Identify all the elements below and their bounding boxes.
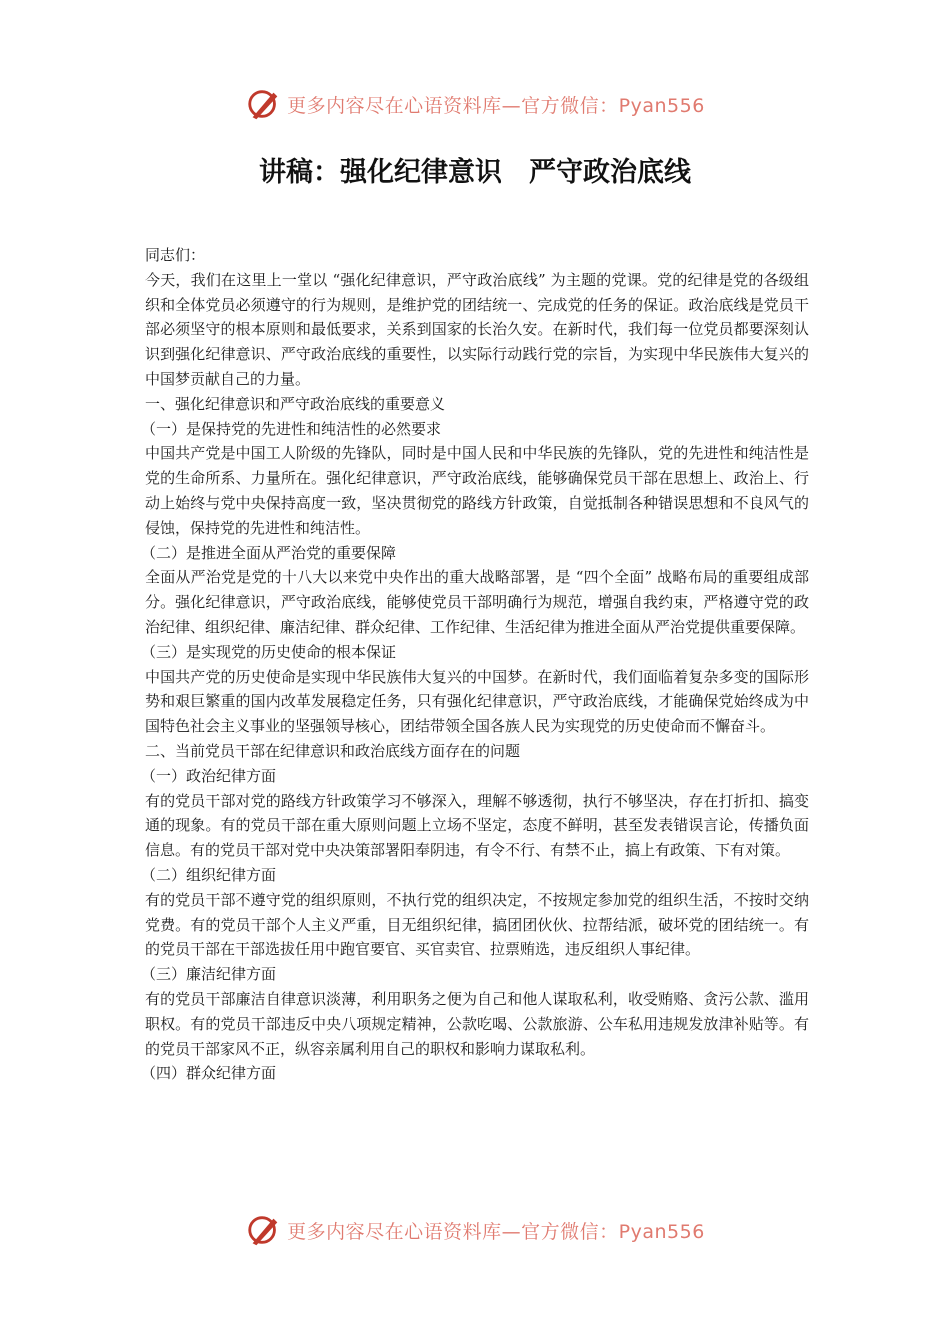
pen-logo-icon bbox=[245, 85, 283, 123]
subsection-heading: （二）组织纪律方面 bbox=[141, 865, 277, 884]
paragraph: 同志们： bbox=[145, 246, 206, 264]
subsection-heading: （二）是推进全面从严治党的重要保障 bbox=[141, 543, 397, 562]
section-heading: 一、强化纪律意识和严守政治底线的重要意义 bbox=[145, 394, 446, 413]
subsection-heading: （一）政治纪律方面 bbox=[141, 766, 277, 785]
footer-banner bbox=[0, 1210, 950, 1250]
paragraph: 今天，我们在这里上一堂以 “强化纪律意识，严守政治底线” 为主题的党课。党的纪律是党的各级组织和全体党员必须遵守的行为规则，是维护党的团结统一、完成党的任务的保证。政治底线是党员干部必须坚守的根本原则和最低要求，关系到国家的长治久安。在新时代，我们每一位党员都要深刻认识到强化纪律意识、严守政治底线的重要性，以实际行动践行党的宗旨，为实现中华民族伟大复兴的中国梦贡献自己的力量。 bbox=[145, 270, 809, 388]
section-heading: 二、当前党员干部在纪律意识和政治底线方面存在的问题 bbox=[145, 741, 521, 760]
paragraph: 有的党员干部廉洁自律意识淡薄，利用职务之便为自己和他人谋取私利，收受贿赂、贪污公款、滥用职权。有的党员干部违反中央八项规定精神，公款吃喝、公款旅游、公车私用违规发放津补贴等。有的党员干部家风不正，纵容亲属利用自己的职权和影响力谋取私利。 bbox=[145, 989, 809, 1058]
paragraph: 全面从严治党是党的十八大以来党中央作出的重大战略部署，是 “四个全面” 战略布局的重要组成部分。强化纪律意识，严守政治底线，能够使党员干部明确行为规范，增强自我约束，严格遵守党的政治纪律、组织纪律、廉洁纪律、群众纪律、工作纪律、生活纪律为推进全面从严治党提供重要保障。 bbox=[145, 568, 809, 636]
banner-text: 更多内容尽在心语资料库—官方微信：Pyan556 bbox=[287, 94, 705, 117]
header-banner bbox=[0, 84, 950, 124]
subsection-heading: （三）是实现党的历史使命的根本保证 bbox=[141, 642, 397, 661]
paragraph: 有的党员干部对党的路线方针政策学习不够深入，理解不够透彻，执行不够坚决，存在打折扣、搞变通的现象。有的党员干部在重大原则问题上立场不坚定，态度不鲜明，甚至发表错误言论，传播负面信息。有的党员干部对党中央决策部署阳奉阴违，有令不行、有禁不止，搞上有政策、下有对策。 bbox=[145, 791, 809, 860]
paragraph: 有的党员干部不遵守党的组织原则，不执行党的组织决定，不按规定参加党的组织生活，不按时交纳党费。有的党员干部个人主义严重，目无组织纪律，搞团团伙伙、拉帮结派，破坏党的团结统一。有的党员干部在干部选拔任用中跑官要官、买官卖官、拉票贿选，违反组织人事纪律。 bbox=[145, 890, 809, 959]
banner-text: 更多内容尽在心语资料库—官方微信：Pyan556 bbox=[287, 1220, 705, 1243]
paragraph: 中国共产党的历史使命是实现中华民族伟大复兴的中国梦。在新时代，我们面临着复杂多变的国际形势和艰巨繁重的国内改革发展稳定任务，只有强化纪律意识，严守政治底线，才能确保党始终成为中国特色社会主义事业的坚强领导核心，团结带领全国各族人民为实现党的历史使命而不懈奋斗。 bbox=[145, 667, 809, 736]
document-title: 讲稿：强化纪律意识 严守政治底线 bbox=[259, 157, 691, 188]
subsection-heading: （一）是保持党的先进性和纯洁性的必然要求 bbox=[141, 419, 442, 438]
subsection-heading: （三）廉洁纪律方面 bbox=[141, 965, 277, 984]
subsection-heading: （四）群众纪律方面 bbox=[141, 1064, 277, 1083]
pen-logo-icon bbox=[245, 1211, 283, 1249]
document-body bbox=[141, 243, 809, 1086]
paragraph: 中国共产党是中国工人阶级的先锋队，同时是中国人民和中华民族的先锋队，党的先进性和纯洁性是党的生命所系、力量所在。强化纪律意识，严守政治底线，能够确保党员干部在思想上、政治上、行动上始终与党中央保持高度一致，坚决贯彻党的路线方针政策，自觉抵制各种错误思想和不良风气的侵蚀，保持党的先进性和纯洁性。 bbox=[145, 444, 809, 537]
